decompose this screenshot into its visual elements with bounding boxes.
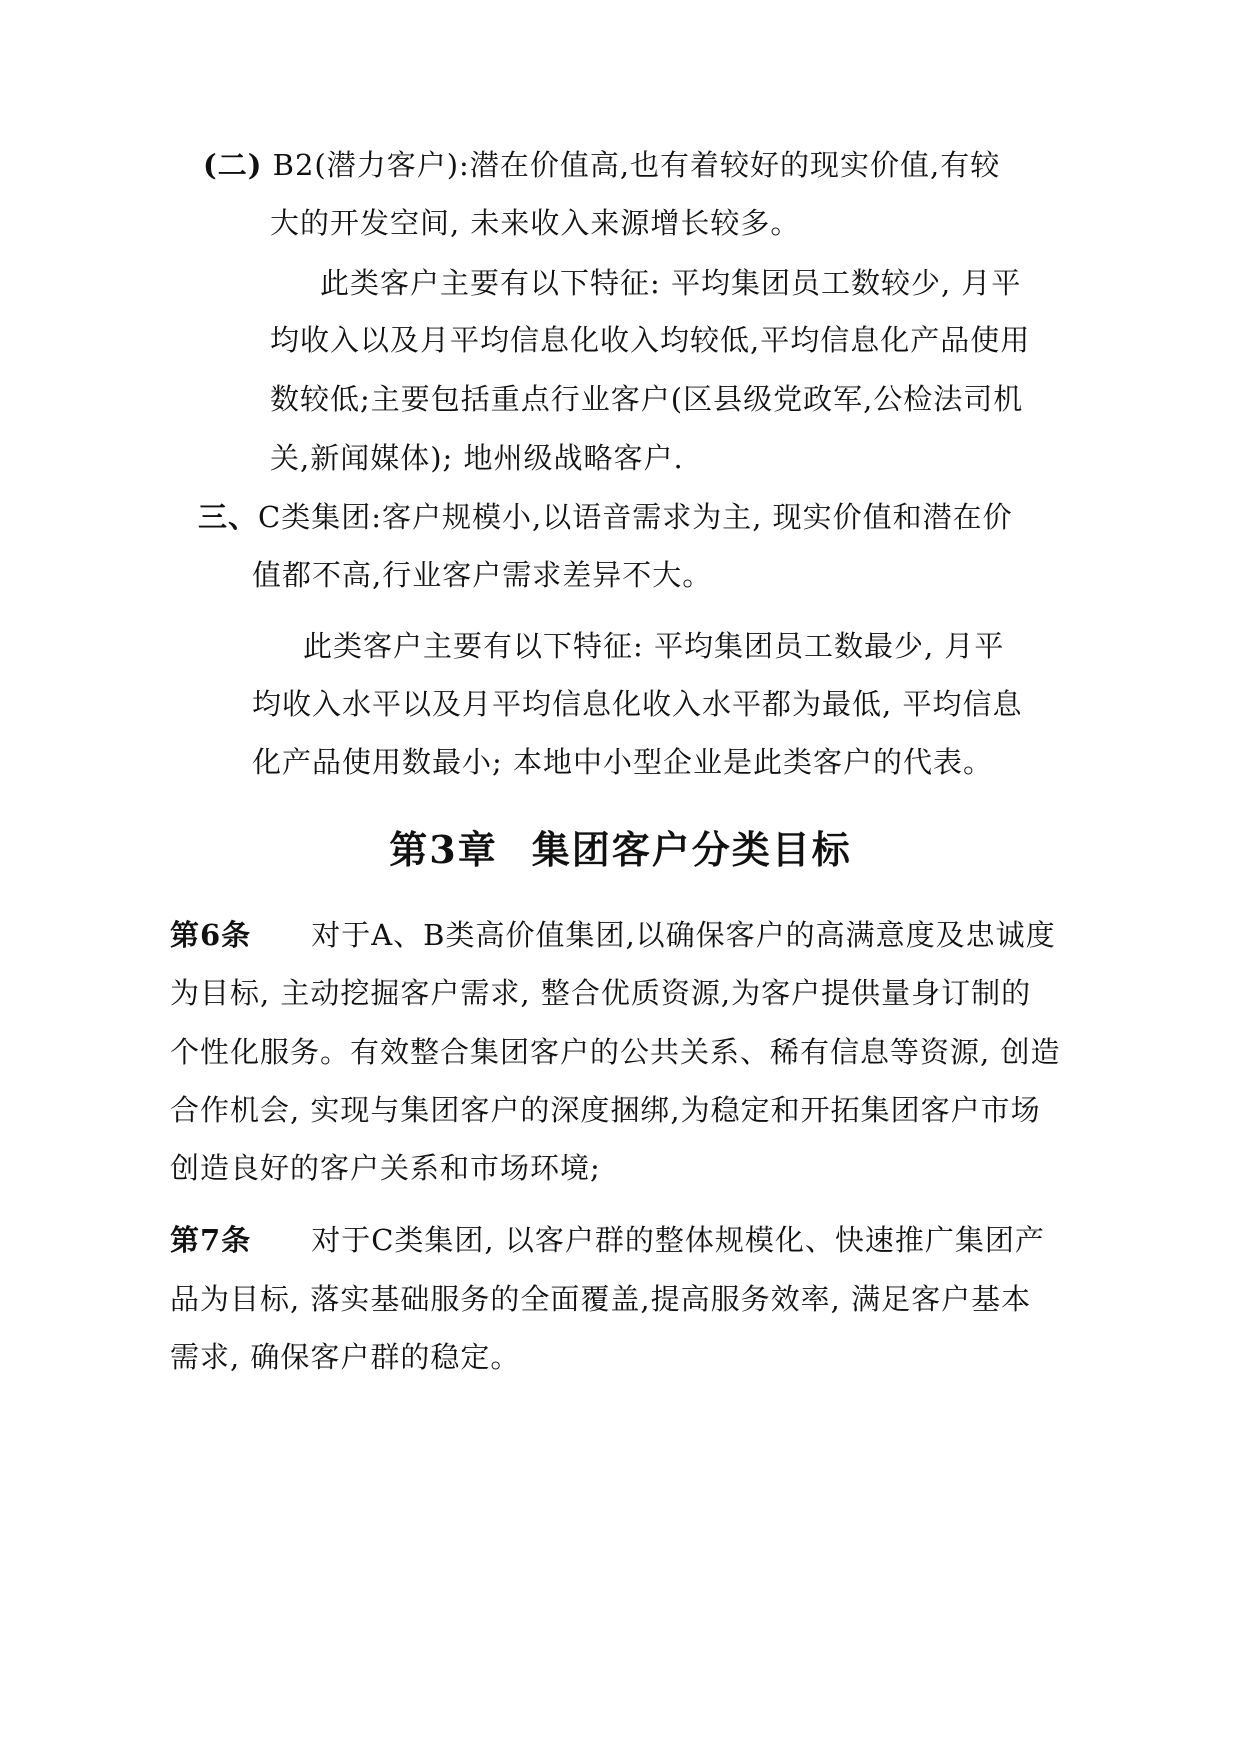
article7-line2: 品为目标, 落实基础服务的全面覆盖,提高服务效率, 满足客户基本	[170, 1282, 1032, 1316]
c-p2-line1: 此类客户主要有以下特征: 平均集团员工数最少, 月平	[303, 629, 1005, 663]
b2-line2: 大的开发空间, 未来收入来源增长较多。	[270, 206, 801, 240]
b2-p2-line1: 此类客户主要有以下特征: 平均集团员工数较少, 月平	[320, 266, 1022, 300]
b2-p2-line3: 数较低;主要包括重点行业客户(区县级党政军,公检法司机	[270, 382, 1024, 416]
article6-line4: 合作机会, 实现与集团客户的深度捆绑,为稳定和开拓集团客户市场	[170, 1093, 1041, 1127]
article6-line3: 个性化服务。有效整合集团客户的公共关系、稀有信息等资源, 创造	[170, 1035, 1061, 1069]
article6-line5: 创造良好的客户关系和市场环境;	[170, 1151, 601, 1185]
article7-line1-text: 对于C类集团, 以客户群的整体规模化、快速推广集团产	[311, 1223, 1045, 1257]
chapter-heading	[0, 825, 1241, 875]
b2-line1-text: B2(潜力客户):潜在价值高,也有着较好的现实价值,有较	[272, 148, 1001, 182]
c-line2: 值都不高,行业客户需求差异不大。	[252, 558, 713, 592]
article6-label: 第6条	[170, 918, 252, 952]
b2-p2-line4: 关,新闻媒体); 地州级战略客户.	[270, 441, 684, 475]
article6-line2: 为目标, 主动挖掘客户需求, 整合优质资源,为客户提供量身订制的	[170, 976, 1032, 1010]
article7-line1	[170, 1220, 1045, 1260]
article7-label: 第7条	[170, 1223, 252, 1257]
c-p2-line2: 均收入水平以及月平均信息化收入水平都为最低, 平均信息	[252, 687, 1023, 721]
c-p2-line3: 化产品使用数最小; 本地中小型企业是此类客户的代表。	[252, 745, 993, 779]
article6-line1-text: 对于A、B类高价值集团,以确保客户的高满意度及忠诚度	[311, 918, 1056, 952]
c-label: 三、	[198, 500, 259, 534]
chapter-number: 第3章	[389, 827, 498, 872]
b2-p2-line2: 均收入以及月平均信息化收入均较低,平均信息化产品使用	[270, 323, 1031, 357]
b2-line1	[203, 145, 1000, 185]
article7-line3: 需求, 确保客户群的稳定。	[170, 1340, 521, 1374]
b2-label: (二)	[203, 148, 263, 182]
chapter-title: 集团客户分类目标	[531, 827, 852, 872]
c-line1	[198, 497, 1013, 537]
c-line1-text: C类集团:客户规模小,以语音需求为主, 现实价值和潜在价	[258, 500, 1013, 534]
article6-line1	[170, 915, 1056, 955]
